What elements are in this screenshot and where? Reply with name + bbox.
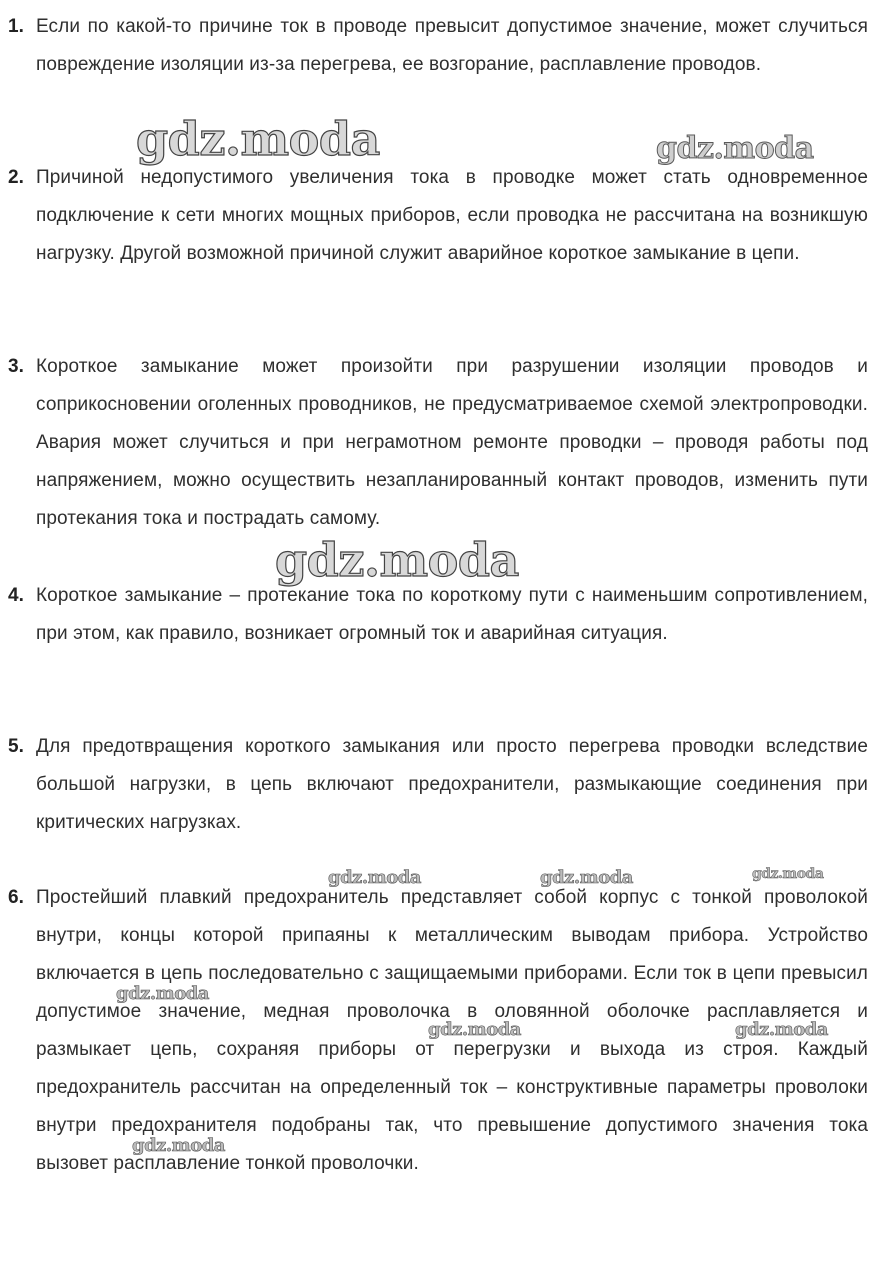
answer-text: Для предотвращения короткого замыкания или просто перегрева проводки вследствие большой нагрузки, в цепь включают предохранители, размыкающие соединения при критических нагрузках. <box>36 736 868 833</box>
watermark: gdz.moda <box>132 1135 225 1156</box>
answer-number: 1. <box>8 16 24 37</box>
watermark: gdz.moda <box>735 1019 828 1040</box>
answer-item-4 <box>8 577 868 653</box>
watermark: gdz.moda <box>656 131 814 166</box>
answer-number: 5. <box>8 736 24 757</box>
answer-text: Короткое замыкание – протекание тока по короткому пути с наименьшим сопротивлением, при этом, как правило, возникает огромный ток и аварийная ситуация. <box>36 585 868 644</box>
answer-item-5 <box>8 728 868 842</box>
answer-text: Короткое замыкание может произойти при разрушении изоляции проводов и соприкосновении оголенных проводников, не предусматриваемое схемой электропроводки. Авария может случиться и при неграмотном ремонте проводки – проводя работы под напряжением, можно осуществить незапланированный контакт проводов, изменить пути протекания тока и пострадать самому. <box>36 356 868 529</box>
watermark: gdz.moda <box>275 533 519 587</box>
answer-item-1 <box>8 8 868 84</box>
answer-text: Причиной недопустимого увеличения тока в проводке может стать одновременное подключение к сети многих мощных приборов, если проводка не рассчитана на возникшую нагрузку. Другой возможной причиной служит аварийное короткое замыкание в цепи. <box>36 167 868 264</box>
answer-item-6 <box>8 879 868 1183</box>
answer-number: 6. <box>8 887 24 908</box>
answer-number: 2. <box>8 167 24 188</box>
answer-item-2 <box>8 159 868 273</box>
watermark: gdz.moda <box>116 983 209 1004</box>
answer-text: Простейший плавкий предохранитель представляет собой корпус с тонкой проволокой внутри, концы которой припаяны к металлическим выводам прибора. Устройство включается в цепь последовательно с защищаемыми приборами. Если ток в цепи превысил допустимое значение, медная проволочка в оловянной оболочке расплавляется и размыкает цепь, сохраняя приборы от перегрузки и выхода из строя. Каждый предохранитель рассчитан на определенный ток – конструктивные параметры проволоки внутри предохранителя подобраны так, что превышение допустимого значения тока вызовет расплавление тонкой проволочки. <box>36 887 868 1174</box>
answer-text: Если по какой-то причине ток в проводе превысит допустимое значение, может случиться повреждение изоляции из-за перегрева, ее возгорание, расплавление проводов. <box>36 16 868 75</box>
answer-item-3 <box>8 348 868 538</box>
answer-number: 3. <box>8 356 24 377</box>
watermark: gdz.moda <box>328 867 421 888</box>
watermark: gdz.moda <box>428 1019 521 1040</box>
watermark: gdz.moda <box>540 867 633 888</box>
watermark: gdz.moda <box>136 112 380 166</box>
answer-number: 4. <box>8 585 24 606</box>
watermark: gdz.moda <box>752 866 824 882</box>
